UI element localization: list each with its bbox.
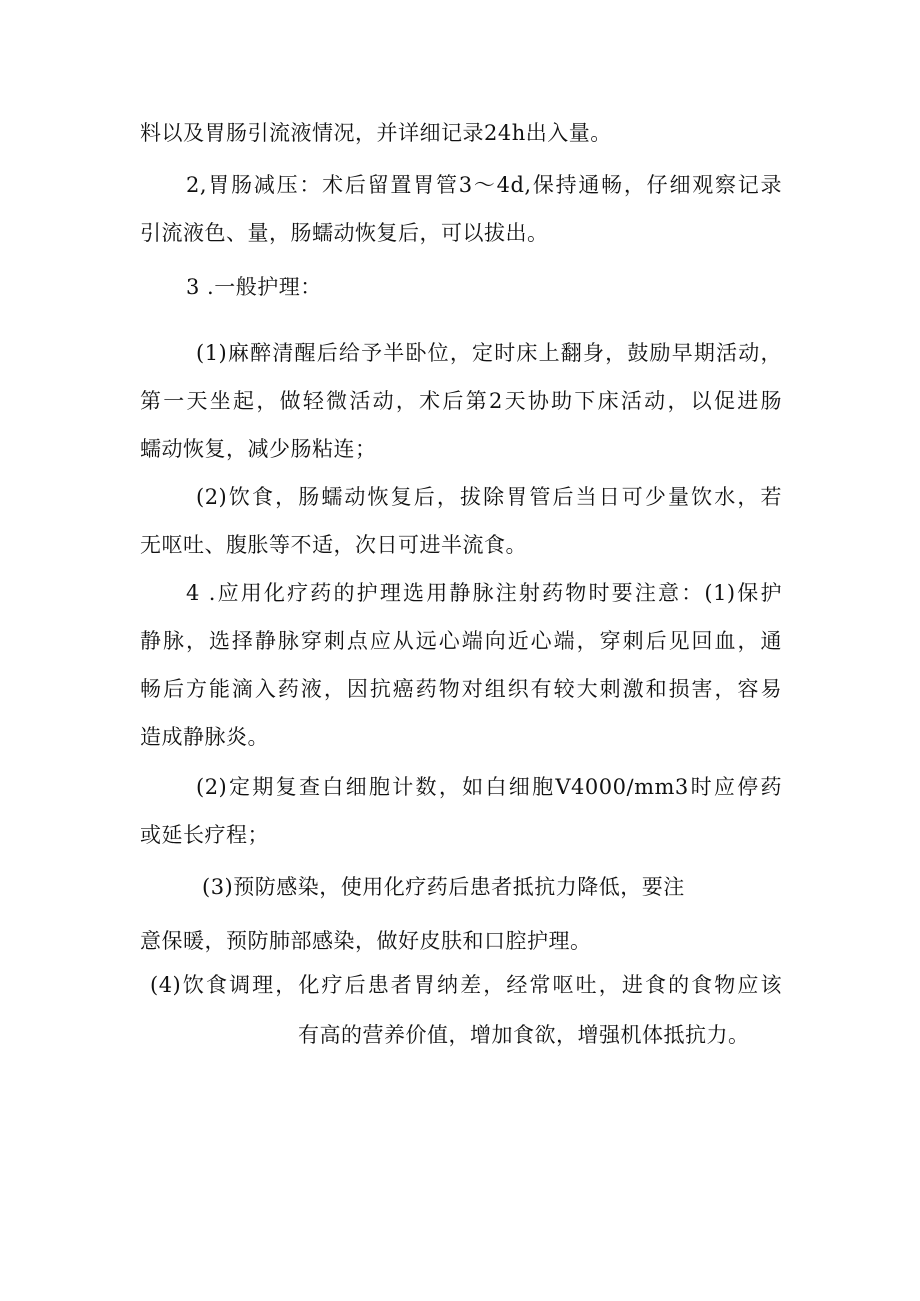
paragraph-line: 第一天坐起，做轻微活动，术后第2天协助下床活动，以促进肠: [140, 389, 782, 413]
section-heading: 3 .一般护理：: [186, 275, 322, 299]
paragraph-line: 或延长疗程；: [140, 823, 269, 847]
paragraph-line: 静脉，选择静脉穿刺点应从远心端向近心端，穿刺后见回血，通: [140, 629, 782, 653]
paragraph-line: 意保暖，预防肺部感染，做好皮肤和口腔护理。: [140, 929, 592, 953]
paragraph-line: (4)饮食调理，化疗后患者胃纳差，经常呕吐，进食的食物应该: [150, 973, 782, 997]
paragraph-line: 造成静脉炎。: [140, 725, 269, 749]
paragraph-line: 畅后方能滴入药液，因抗癌药物对组织有较大刺激和损害，容易: [140, 677, 782, 701]
paragraph-line: (2)定期复查白细胞计数，如白细胞V4000∕mm3时应停药: [196, 775, 782, 799]
paragraph-line: 2,胃肠减压：术后留置胃管3～4d,保持通畅，仔细观察记录: [186, 173, 782, 197]
paragraph-line: (2)饮食，肠蠕动恢复后，拔除胃管后当日可少量饮水，若: [196, 485, 782, 509]
paragraph-line: 料以及胃肠引流液情况，并详细记录24h出入量。: [140, 121, 612, 145]
paragraph-line: 有高的营养价值，增加食欲，增强机体抵抗力。: [298, 1023, 750, 1047]
paragraph-line: 4 .应用化疗药的护理选用静脉注射药物时要注意：(1)保护: [186, 581, 782, 605]
paragraph-line: 引流液色、量，肠蠕动恢复后，可以拔出。: [140, 221, 549, 245]
paragraph-line: 蠕动恢复，减少肠粘连；: [140, 437, 377, 461]
paragraph-line: (1)麻醉清醒后给予半卧位，定时床上翻身，鼓励早期活动，: [196, 341, 782, 365]
paragraph-line: (3)预防感染，使用化疗药后患者抵抗力降低，要注: [202, 875, 685, 899]
paragraph-line: 无呕吐、腹胀等不适，次日可进半流食。: [140, 533, 527, 557]
